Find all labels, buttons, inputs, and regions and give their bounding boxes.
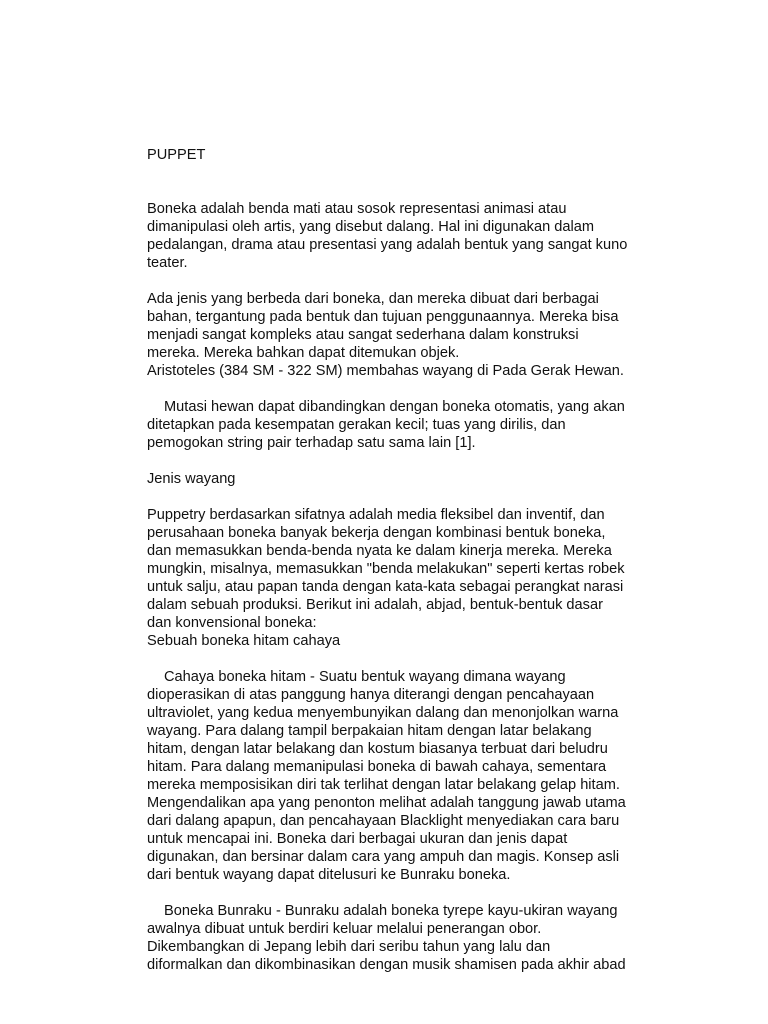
- text-line: diformalkan dan dikombinasikan dengan musik shamisen pada akhir abad: [147, 957, 626, 973]
- text-line: Cahaya boneka hitam - Suatu bentuk wayang dimana wayang: [164, 669, 566, 685]
- text-line: untuk salju, atau papan tanda dengan kata-kata sebagai perangkat narasi: [147, 579, 624, 595]
- text-line: untuk mencapai ini. Boneka dari berbagai ukuran dan jenis dapat: [147, 831, 568, 847]
- text-line: bahan, tergantung pada bentuk dan tujuan penggunaannya. Mereka bisa: [147, 309, 619, 325]
- text-line: perusahaan boneka banyak bekerja dengan kombinasi bentuk boneka,: [147, 525, 606, 541]
- text-line: Mutasi hewan dapat dibandingkan dengan boneka otomatis, yang akan: [164, 399, 625, 415]
- text-line: dari dalang apapun, dan pencahayaan Blacklight menyediakan cara baru: [147, 813, 620, 829]
- text-line: digunakan, dan bersinar dalam cara yang ampuh dan magis. Konsep asli: [147, 849, 620, 865]
- paragraph-gap: [147, 884, 667, 902]
- text-line: pedalangan, drama atau presentasi yang adalah bentuk yang sangat kuno: [147, 237, 628, 253]
- text-line: Aristoteles (384 SM - 322 SM) membahas wayang di Pada Gerak Hewan.: [147, 363, 624, 379]
- paragraph-gap: [147, 488, 667, 506]
- text-line: Jenis wayang: [147, 471, 236, 487]
- paragraph: [147, 506, 667, 650]
- text-line: Dikembangkan di Jepang lebih dari seribu tahun yang lalu dan: [147, 939, 551, 955]
- paragraph: [147, 200, 667, 272]
- text-line: mungkin, misalnya, memasukkan "benda melakukan" seperti kertas robek: [147, 561, 625, 577]
- paragraph: [147, 668, 667, 884]
- text-line: Boneka adalah benda mati atau sosok representasi animasi atau: [147, 201, 567, 217]
- text-line: hitam. Para dalang memanipulasi boneka di bawah cahaya, sementara: [147, 759, 607, 775]
- text-line: dan konvensional boneka:: [147, 615, 317, 631]
- spacer: [147, 164, 667, 182]
- text-line: mereka. Mereka bahkan dapat ditemukan objek.: [147, 345, 460, 361]
- document-title: PUPPET: [147, 147, 206, 163]
- spacer: [147, 182, 667, 200]
- text-line: Mengendalikan apa yang penonton melihat adalah tanggung jawab utama: [147, 795, 626, 811]
- text-line: Ada jenis yang berbeda dari boneka, dan mereka dibuat dari berbagai: [147, 291, 599, 307]
- paragraph-gap: [147, 380, 667, 398]
- text-line: mereka memposisikan diri tak terlihat dengan latar belakang gelap hitam.: [147, 777, 620, 793]
- text-line: dari bentuk wayang dapat ditelusuri ke Bunraku boneka.: [147, 867, 511, 883]
- text-line: wayang. Para dalang tampil berpakaian hitam dengan latar belakang: [147, 723, 592, 739]
- document-page: [147, 146, 667, 974]
- paragraph-gap: [147, 650, 667, 668]
- text-line: dimanipulasi oleh artis, yang disebut dalang. Hal ini digunakan dalam: [147, 219, 595, 235]
- text-line: Sebuah boneka hitam cahaya: [147, 633, 341, 649]
- text-line: hitam, dengan latar belakang dan kostum biasanya terbuat dari beludru: [147, 741, 608, 757]
- paragraph: [147, 902, 667, 974]
- text-line: dioperasikan di atas panggung hanya diterangi dengan pencahayaan: [147, 687, 595, 703]
- text-line: pemogokan string pair terhadap satu sama lain [1].: [147, 435, 476, 451]
- text-line: Puppetry berdasarkan sifatnya adalah media fleksibel dan inventif, dan: [147, 507, 605, 523]
- text-line: menjadi sangat kompleks atau sangat sederhana dalam konstruksi: [147, 327, 579, 343]
- paragraph: [147, 290, 667, 380]
- text-line: teater.: [147, 255, 188, 271]
- text-line: awalnya dibuat untuk berdiri keluar melalui penerangan obor.: [147, 921, 542, 937]
- paragraph: [147, 398, 667, 452]
- paragraph-gap: [147, 272, 667, 290]
- text-line: ultraviolet, yang kedua menyembunyikan dalang dan menonjolkan warna: [147, 705, 619, 721]
- paragraph-gap: [147, 452, 667, 470]
- text-line: Boneka Bunraku - Bunraku adalah boneka tyrepe kayu-ukiran wayang: [164, 903, 618, 919]
- document-body: [147, 200, 667, 974]
- paragraph: [147, 470, 667, 488]
- text-line: dan memasukkan benda-benda nyata ke dalam kinerja mereka. Mereka: [147, 543, 612, 559]
- text-line: ditetapkan pada kesempatan gerakan kecil; tuas yang dirilis, dan: [147, 417, 566, 433]
- text-line: dalam sebuah produksi. Berikut ini adalah, abjad, bentuk-bentuk dasar: [147, 597, 603, 613]
